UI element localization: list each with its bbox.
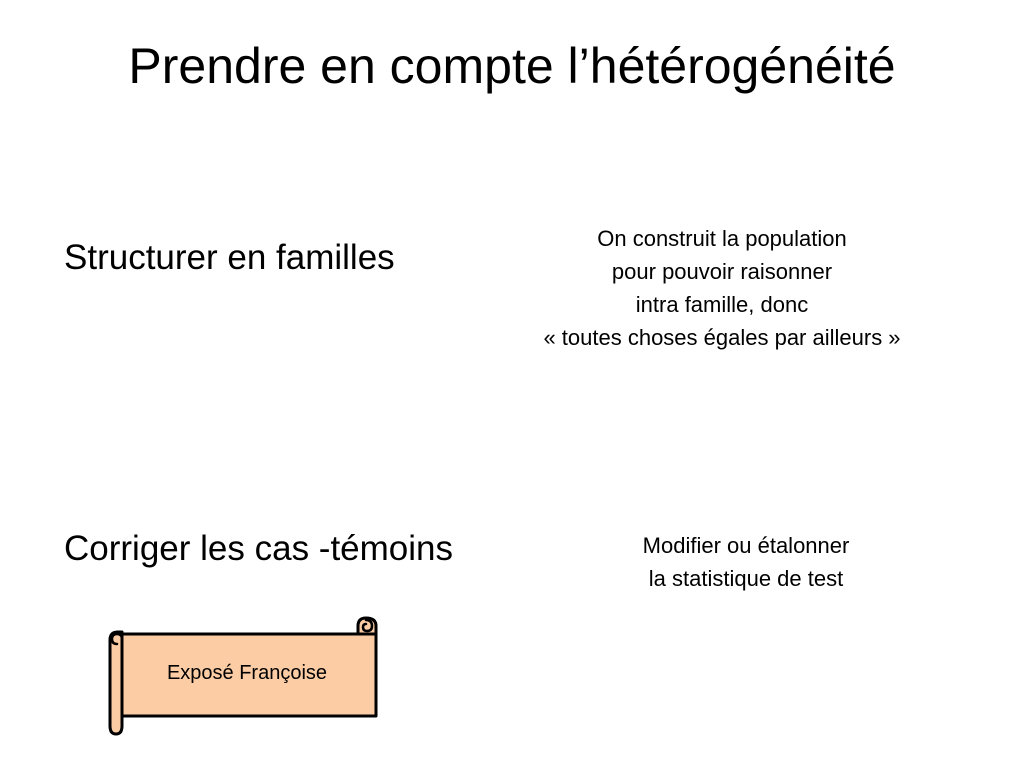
heading-corriger-cas-temoins: Corriger les cas -témoins [64,529,453,568]
note-line: la statistique de test [648,566,844,591]
note-line: On construit la population [597,226,847,251]
note-corriger-cas-temoins [566,529,926,595]
note-line: intra famille, donc [635,292,809,317]
note-line: Modifier ou étalonner [642,533,850,558]
note-line: « toutes choses égales par ailleurs » [543,325,901,350]
scroll-roll-left [110,632,122,734]
note-structurer-en-familles [470,222,974,354]
scroll-label: Exposé Françoise [166,662,328,684]
heading-structurer-en-familles: Structurer en familles [64,238,395,277]
expose-scroll-shape [104,614,388,736]
slide-title: Prendre en compte l’hétérogénéité [128,38,896,94]
note-line: pour pouvoir raisonner [611,259,833,284]
